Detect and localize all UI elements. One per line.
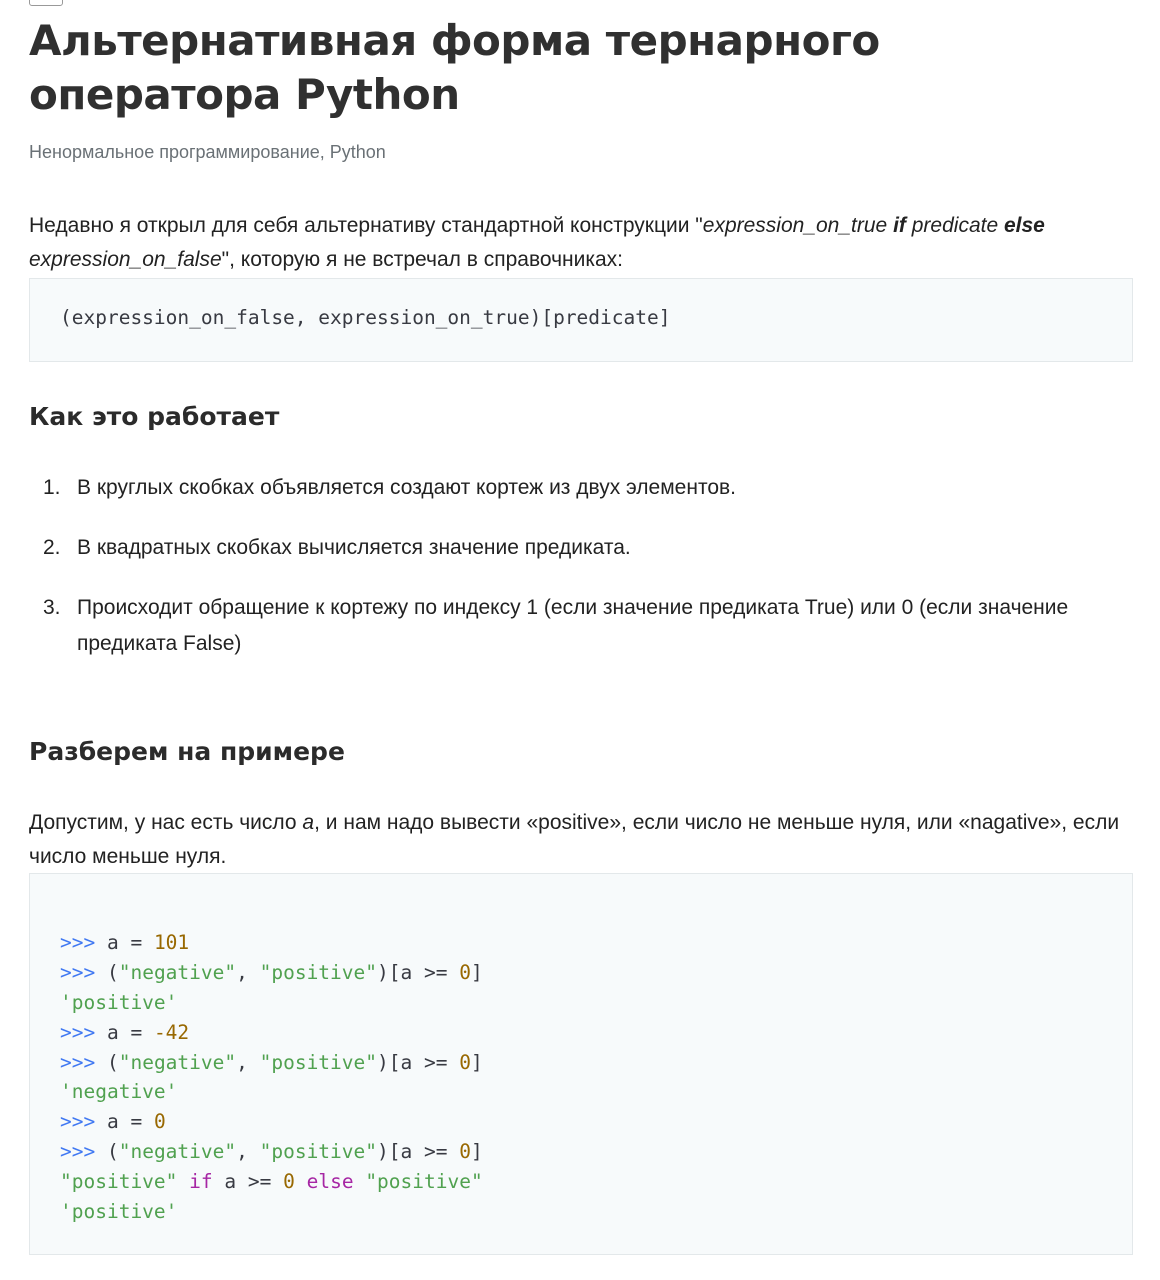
code-line [60, 1048, 1132, 1078]
intro-predicate: predicate [911, 214, 999, 237]
code-token: >>> [60, 1050, 96, 1074]
example-text-end: , и нам надо вывести «positive», если число не меньше нуля, или «nagative», если число меньше нуля. [29, 811, 1120, 868]
heading-example: Разберем на примере [29, 737, 345, 766]
code-token: "positive" [60, 1170, 178, 1194]
code-token: 101 [153, 931, 190, 954]
code-token: "negative" [118, 1140, 237, 1164]
list-item-number: 1. [43, 476, 61, 499]
code-token: )[a >= [377, 1050, 460, 1074]
code-token: >>> [60, 1140, 96, 1164]
code-token: )[a >= [377, 1140, 460, 1164]
example-text: Допустим, у нас есть число [29, 811, 303, 834]
code-token: 0 [459, 960, 471, 984]
code-token: ] [470, 960, 483, 984]
code-token: ( [95, 1050, 119, 1074]
code-token: a = [95, 931, 154, 954]
article-title: Альтернативная форма тернарного оператора Python [29, 16, 880, 119]
code-token: "positive" [365, 1170, 483, 1194]
list-item-number: 2. [43, 536, 61, 559]
code-token: "negative" [118, 1050, 237, 1074]
code-token: , [236, 960, 260, 984]
hub-link-python[interactable]: Python [329, 142, 386, 162]
code-token: "positive" [259, 1140, 378, 1164]
list-item-number: 3. [43, 596, 61, 619]
code-token: 'positive' [60, 1200, 178, 1224]
code-token: >>> [60, 931, 96, 954]
code-token: 0 [283, 1170, 295, 1194]
code-line [60, 1077, 1132, 1107]
code-token: a >= [212, 1170, 284, 1194]
code-line [60, 928, 1132, 958]
code-line [60, 988, 1132, 1018]
heading-how-it-works: Как это работает [29, 402, 280, 431]
list-item [29, 590, 1109, 662]
code-token: ( [95, 960, 119, 984]
intro-expr-true: expression_on_true [702, 214, 888, 237]
code-token: , [236, 1140, 260, 1164]
code-token: ( [95, 1140, 119, 1164]
code-token [177, 1170, 189, 1193]
hub-link-abnormal-programming[interactable]: Ненормальное программирование, [29, 142, 325, 162]
intro-text-end: ", которую я не встречал в справочниках: [221, 248, 624, 271]
code-token: 'positive' [60, 990, 178, 1014]
code-token: ] [470, 1140, 483, 1164]
code-token [295, 1170, 307, 1193]
code-token: 'negative' [60, 1080, 178, 1104]
intro-kw-else: else [1003, 214, 1045, 237]
code-token: else [306, 1170, 354, 1194]
code-token: if [189, 1170, 213, 1194]
code-token: , [236, 1050, 260, 1074]
code-token: "negative" [118, 960, 237, 984]
intro-expr-false: expression_on_false [29, 248, 222, 271]
list-item-text: Происходит обращение к кортежу по индексу 1 (если значение предиката True) или 0 (если значение предиката False) [77, 596, 1069, 655]
code-line [60, 1167, 1132, 1197]
code-token: 0 [459, 1140, 471, 1164]
intro-paragraph [29, 209, 1129, 277]
intro-kw-if: if [893, 214, 906, 237]
code-line [60, 1197, 1132, 1227]
code-token: 0 [459, 1050, 471, 1074]
code-token: "positive" [259, 960, 378, 984]
list-item-text: В круглых скобках объявляется создают кортеж из двух элементов. [77, 476, 736, 499]
code-line [60, 958, 1132, 988]
code-token: ] [470, 1050, 483, 1074]
list-item [29, 530, 1109, 566]
code-line [60, 1137, 1132, 1167]
code-token: a = [95, 1110, 154, 1134]
example-var: a [302, 811, 315, 834]
code-token: >>> [60, 960, 96, 984]
syntax-code-block: (expression_on_false, expression_on_true)[predicate] [29, 278, 1133, 362]
example-code-block [29, 873, 1133, 1255]
top-edge-icon [29, 0, 63, 6]
code-line [60, 1107, 1132, 1137]
code-line [60, 1018, 1132, 1048]
list-item-text: В квадратных скобках вычисляется значение предиката. [77, 536, 631, 559]
list-item [29, 470, 1109, 506]
code-token: -42 [153, 1020, 190, 1044]
code-token: >>> [60, 1110, 96, 1134]
code-token: 0 [153, 1110, 166, 1134]
steps-list [29, 470, 1109, 686]
example-paragraph [29, 806, 1129, 874]
code-token: )[a >= [377, 960, 460, 984]
code-token: a = [95, 1020, 154, 1044]
article-hubs [29, 140, 386, 164]
code-token: >>> [60, 1020, 96, 1044]
code-token [354, 1170, 366, 1193]
intro-text: Недавно я открыл для себя альтернативу стандартной конструкции " [29, 214, 703, 237]
code-token: "positive" [259, 1050, 378, 1074]
